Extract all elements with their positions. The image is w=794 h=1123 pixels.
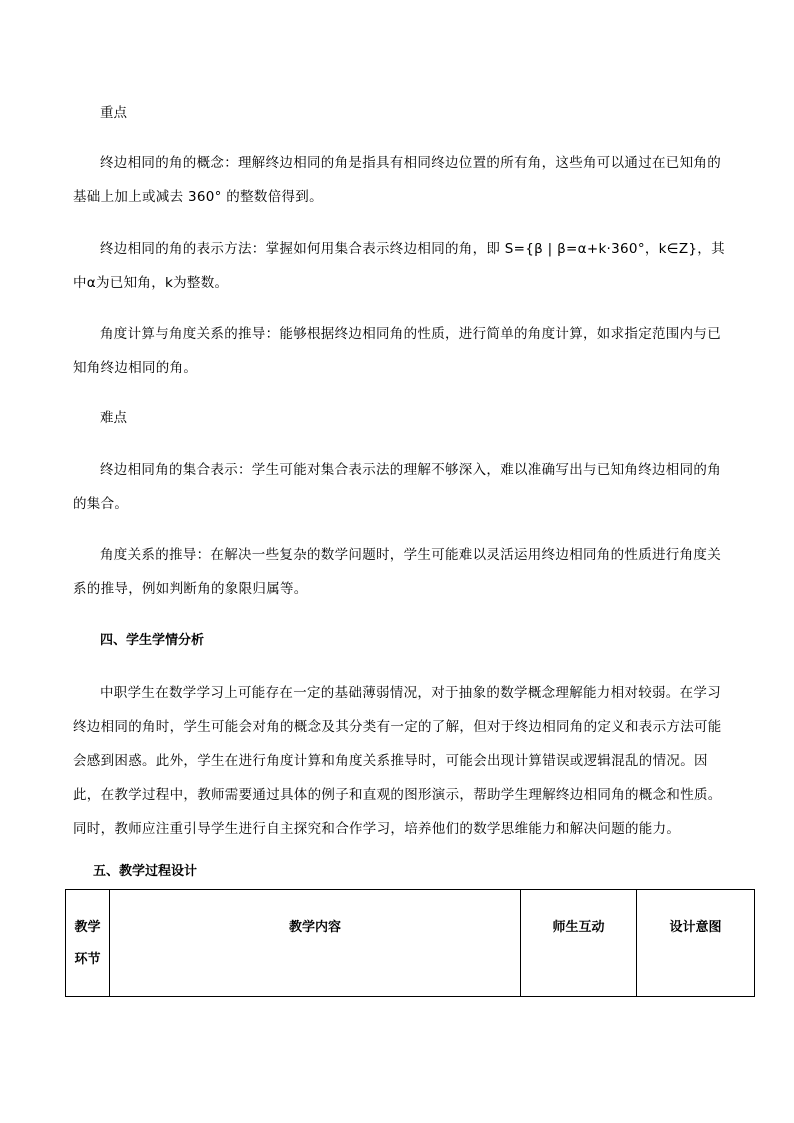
column-header-intent: 设计意图: [637, 890, 755, 997]
column-header-stage: [66, 890, 110, 997]
section-5-title: 五、教学过程设计: [93, 864, 198, 879]
column-header-stage-label: 教学环节: [74, 920, 101, 967]
student-analysis-paragraph: 中职学生在数学学习上可能存在一定的基础薄弱情况，对于抽象的数学概念理解能力相对较弱。在学习终边相同的角时，学生可能会对角的概念及其分类有一定的了解，但对于终边相同角的定义和表示方法可能会感到困惑。此外，学生在进行角度计算和角度关系推导时，可能会出现计算错误或逻辑混乱的情况。因此，在教学过程中，教师需要通过具体的例子和直观的图形演示，帮助学生理解终边相同角的概念和性质。同时，教师应注重引导学生进行自主探究和合作学习，培养他们的数学思维能力和解决问题的能力。: [73, 685, 722, 837]
key-points-heading: 重点: [100, 105, 127, 121]
table-header-row: [66, 890, 755, 997]
section-4-title: 四、学生学情分析: [100, 633, 205, 648]
teaching-process-table: [65, 889, 755, 997]
key-point-paragraph-3: 角度计算与角度关系的推导：能够根据终边相同角的性质，进行简单的角度计算，如求指定范围内与已知角终边相同的角。: [73, 326, 721, 376]
difficult-point-paragraph-1: 终边相同角的集合表示：学生可能对集合表示法的理解不够深入，难以准确写出与已知角终边相同的角的集合。: [73, 462, 721, 512]
difficult-points-heading: 难点: [100, 410, 127, 426]
difficult-point-paragraph-2: 角度关系的推导：在解决一些复杂的数学问题时，学生可能难以灵活运用终边相同角的性质进行角度关系的推导，例如判断角的象限归属等。: [73, 547, 721, 597]
key-point-paragraph-2: 终边相同的角的表示方法：掌握如何用集合表示终边相同的角，即 S={β | β=α+k·360°，k∈Z}，其中α为已知角，k为整数。: [73, 241, 725, 291]
column-header-content: 教学内容: [110, 890, 521, 997]
column-header-interaction: 师生互动: [521, 890, 637, 997]
key-point-paragraph-1: 终边相同的角的概念：理解终边相同的角是指具有相同终边位置的所有角，这些角可以通过在已知角的基础上加上或减去 360° 的整数倍得到。: [73, 155, 721, 205]
